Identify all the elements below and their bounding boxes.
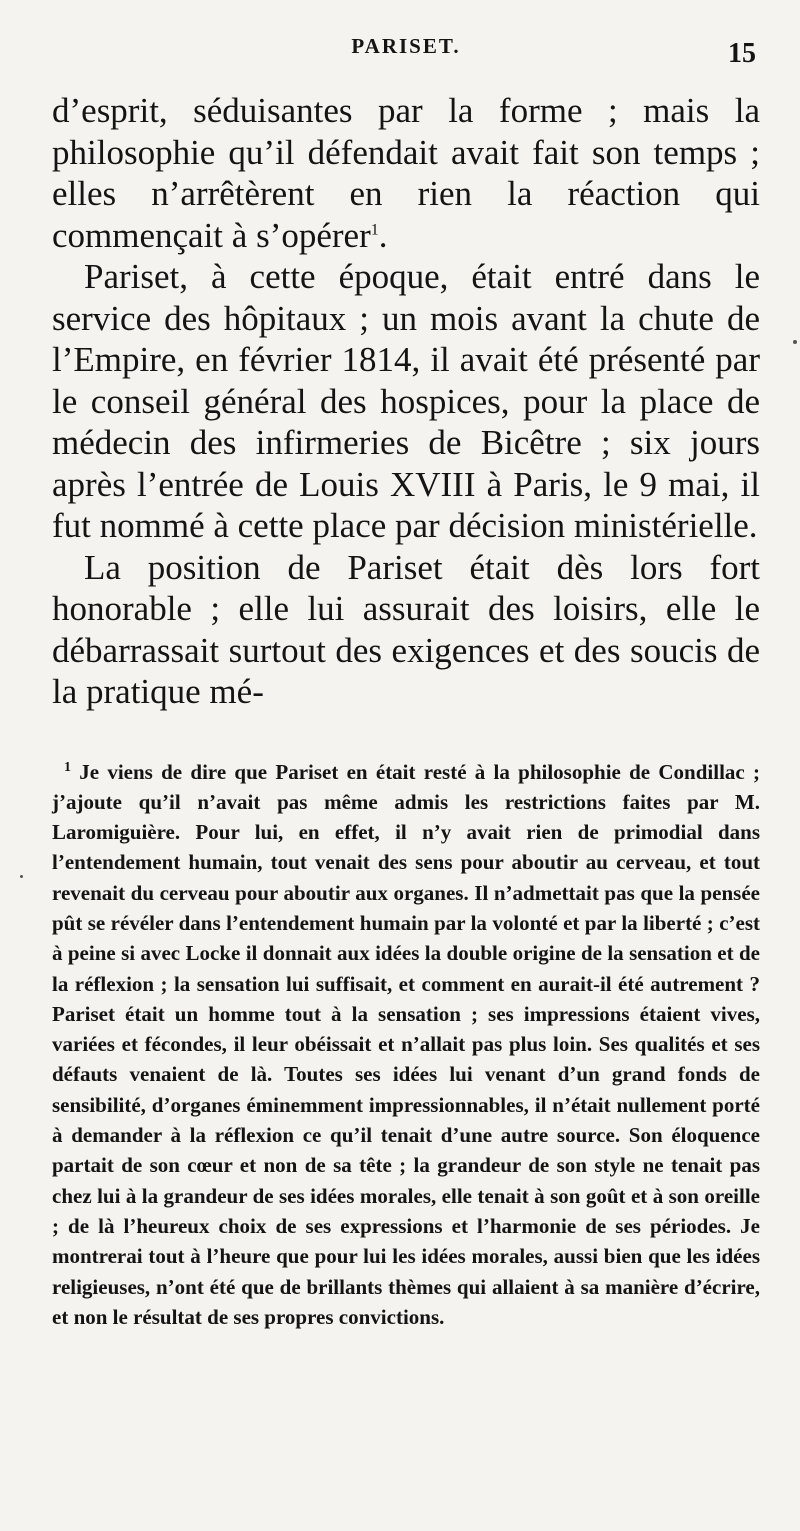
footnote-paragraph (52, 757, 760, 1333)
paragraph-1 (52, 90, 760, 256)
main-text (52, 90, 760, 713)
print-speck (793, 340, 797, 344)
page-header (52, 0, 760, 88)
page-number: 15 (728, 38, 756, 69)
footnote (52, 757, 760, 1333)
paragraph-3: La position de Pariset était dès lors fort honorable ; elle lui assurait des loisirs, elle le débarrassait surtout des exigences et des soucis de la pratique mé- (52, 547, 760, 711)
footnote-text: Je viens de dire que Pariset en était resté à la philosophie de Condillac ; j’ajoute qu’il n’avait pas même admis les restrictions faites par M. Laromiguière. Pour lui, en effet, il n’y avait rien de primodial dans l’entendement humain, tout venait des sens pour aboutir au cerveau, et tout revenait du cerveau pour aboutir aux organes. Il n’admettait pas que la pensée pût se révéler dans l’entendement humain par la volonté et par la liberté ; c’est à peine si avec Locke il donnait aux idées la double origine de la sensation et de la réflexion ; la sensation lui suffisait, et comment en aurait-il été autrement ? Pariset était un homme tout à la sensation ; ses impressions étaient vives, variées et fécondes, il leur obéissait et n’allait pas plus loin. Ses qualités et ses défauts venaient de là. Toutes ses idées lui venant d’un grand fonds de sensibilité, d’organes éminemment impressionnables, il n’était nullement porté à demander à la réflexion ce qu’il tenait d’une autre source. Son éloquence partait de son cœur et non de sa tête ; la grandeur de son style ne tenait pas chez lui à la grandeur de ses idées morales, elle tenait à son goût et à son oreille ; de là l’heureux choix de ses expressions et l’harmonie de ses périodes. Je montrerai tout à l’heure que pour lui les idées morales, aussi bien que les idées religieuses, n’ont été que de brillants thèmes qui allaient à sa manière d’écrire, et non le résultat de ses propres convictions. (52, 759, 761, 1329)
running-head: PARISET. (351, 34, 461, 58)
paragraph-1-text: d’esprit, séduisantes par la forme ; mais la philosophie qu’il défendait avait fait son temps ; elles n’arrêtèrent en rien la réaction qui commençait à s’opérer (52, 91, 760, 255)
print-speck (20, 875, 23, 878)
paragraph-1-end: . (378, 215, 388, 255)
footnote-reference: 1 (370, 220, 379, 238)
paragraph-2: Pariset, à cette époque, était entré dans le service des hôpitaux ; un mois avant la chute de l’Empire, en février 1814, il avait été présenté par le conseil général des hospices, pour la place de médecin des infirmeries de Bicêtre ; six jours après l’entrée de Louis XVIII à Paris, le 9 mai, il fut nommé à cette place par décision ministérielle. (52, 257, 760, 545)
footnote-marker: 1 (64, 759, 71, 775)
